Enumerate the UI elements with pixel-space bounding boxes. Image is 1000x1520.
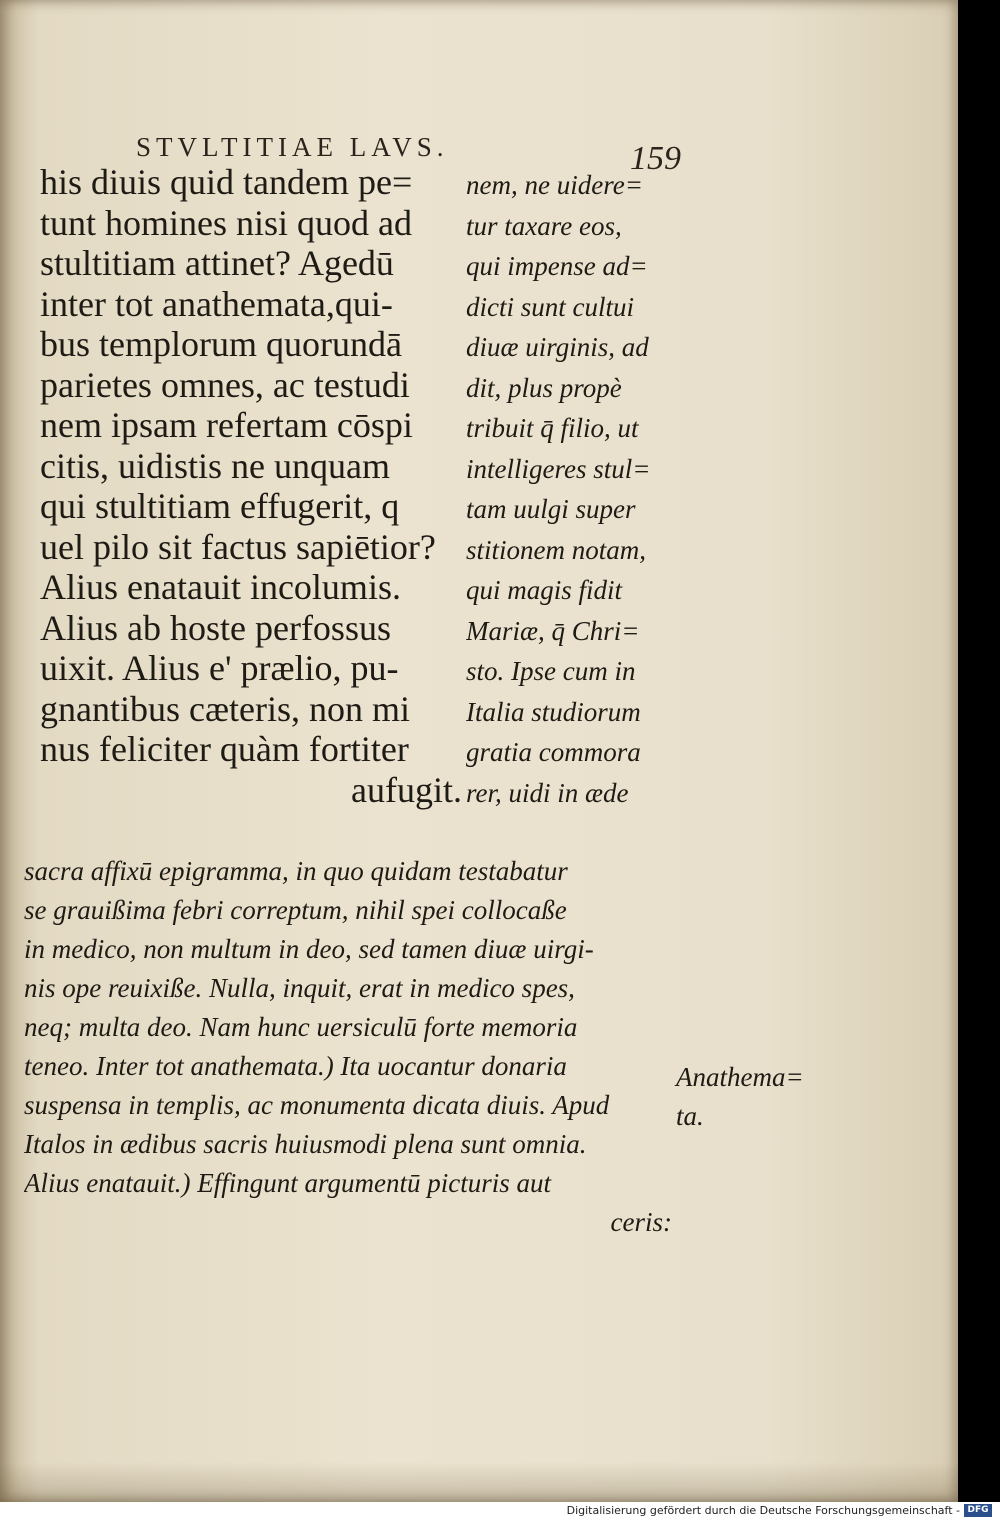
main-text-line: his diuis quid tandem pe= [40,162,413,202]
commentary-line: gratia commora [466,737,641,767]
main-text-line: aufugit. [351,769,462,810]
main-text-line: gnantibus cæteris, non mi [40,688,410,729]
commentary-line: Italos in ædibus sacris huiusmodi plena sunt omnia. [24,1129,587,1159]
commentary-line: diuæ uirginis, ad [466,332,649,362]
main-text-line: uixit. Alius e' prælio, pu- [40,648,399,688]
main-text-line: Alius enatauit incolumis. [40,567,401,607]
commentary-line: in medico, non multum in deo, sed tamen diuæ uirgi- [24,934,594,964]
commentary-line: dicti sunt cultui [466,291,634,322]
main-text-line: nem ipsam refertam cōspi [40,405,413,445]
commentary-line: tribuit q̄ filio, ut [466,413,639,443]
commentary-line: qui impense ad= [466,251,648,281]
commentary-line: sto. Ipse cum in [466,656,636,686]
commentary-line: tam uulgi super [466,494,636,524]
commentary-line: sacra affixū epigramma, in quo quidam testabatur [24,856,568,886]
commentary-line: nem, ne uidere= [466,170,643,200]
commentary-line: neq; multa deo. Nam hunc uersiculū forte memoria [24,1012,578,1042]
main-text-line: tunt homines nisi quod ad [40,202,412,243]
commentary-line: rer, uidi in æde [466,777,629,808]
marginal-note-line: ta. [676,1101,704,1131]
commentary-line: Italia studiorum [466,696,641,727]
commentary-line: Mariæ, q̄ Chri= [466,615,640,646]
commentary-line: teneo. Inter tot anathemata.) Ita uocantur donaria [24,1051,567,1081]
main-text-line: qui stultitiam effugerit, q [40,486,400,526]
main-text-line: citis, uidistis ne unquam [40,445,390,486]
main-text-line: parietes omnes, ac testudi [40,364,410,405]
main-text-line: Alius ab hoste perfossus [40,607,391,648]
main-text-line: inter tot anathemata,qui- [40,283,393,324]
commentary-line: suspensa in templis, ac monumenta dicata diuis. Apud [24,1090,610,1120]
commentary-full-width [24,852,672,1242]
commentary-line: tur taxare eos, [466,210,622,241]
main-text-column [40,162,462,810]
marginal-note [676,1058,846,1136]
commentary-line: se grauißima febri correptum, nihil spei collocaße [24,895,567,925]
catchword: ceris: [610,1207,672,1237]
commentary-line: dit, plus propè [466,372,622,403]
page-number: 159 [630,140,681,177]
commentary-line: stitionem notam, [466,534,646,565]
commentary-line: intelligeres stul= [466,453,651,484]
main-text-line: bus templorum quorundā [40,324,402,364]
main-text-line: stultitiam attinet? Agedū [40,243,394,283]
commentary-line: qui magis fidit [466,575,623,605]
commentary-line: nis ope reuixiße. Nulla, inquit, erat in medico spes, [24,973,575,1003]
main-text-line: uel pilo sit factus sapiētior? [40,526,436,567]
dfg-logo-icon: DFG [964,1504,992,1517]
main-text-line: nus feliciter quàm fortiter [40,729,409,769]
funding-credit: Digitalisierung gefördert durch die Deutsche Forschungsgemeinschaft - [566,1504,960,1517]
commentary-line: Alius enatauit.) Effingunt argumentū picturis aut [24,1168,551,1198]
running-head: STVLTITIAE LAVS. [136,132,449,162]
marginal-note-line: Anathema= [676,1062,804,1092]
footer-bar [0,1502,1000,1520]
commentary-column [466,165,680,813]
